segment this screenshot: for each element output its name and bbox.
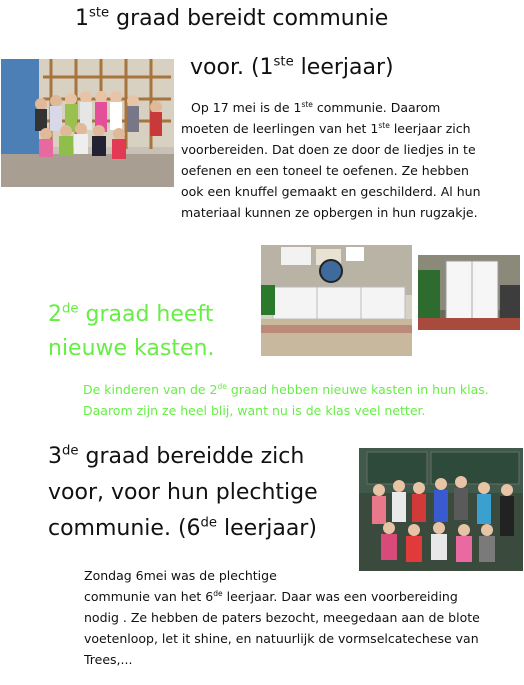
section3-paragraph — [84, 565, 514, 670]
section2-title — [48, 298, 214, 366]
section3-title-line1: 3de graad bereidde zich — [48, 443, 305, 469]
section1-title-line2: voor. (1ste leerjaar) — [190, 54, 394, 80]
photo-sixth-grade-group — [359, 448, 523, 571]
section3-title — [48, 439, 318, 547]
paragraph-line: voetenloop, let it shine, en natuurlijk de vormselcatechese van — [84, 631, 479, 646]
section3-title-line2: voor, voor hun plechtige — [48, 480, 318, 505]
paragraph-line: Zondag 6mei was de plechtige — [84, 568, 277, 583]
section1-title-line1: 1ste graad bereidt communie — [75, 5, 389, 31]
paragraph-line: De kinderen van de 2de graad hebben nieuwe kasten in hun klas. — [83, 381, 489, 397]
paragraph-line: Daarom zijn ze heel blij, want nu is de klas veel netter. — [83, 403, 426, 418]
paragraph-line: moeten de leerlingen van het 1ste leerjaar zich — [181, 120, 471, 136]
section2-title-line2: nieuwe kasten. — [48, 336, 215, 361]
section2-title-line1: 2de graad heeft — [48, 301, 214, 327]
paragraph-line: Trees,... — [84, 652, 133, 667]
photo-first-grade-group — [1, 59, 174, 187]
paragraph-line: communie van het 6de leerjaar. Daar was een voorbereiding — [84, 588, 458, 604]
paragraph-line: Op 17 mei is de 1ste communie. Daarom — [191, 99, 441, 115]
section2-paragraph — [83, 379, 523, 421]
paragraph-line: oefenen en een toneel te oefenen. Ze hebben — [181, 163, 469, 178]
paragraph-line: materiaal kunnen ze opbergen in hun rugzakje. — [181, 205, 478, 220]
paragraph-line: voorbereiden. Dat doen ze door de liedjes in te — [181, 142, 476, 157]
section1-paragraph — [181, 97, 521, 223]
paragraph-line: ook een knuffel gemaakt en geschilderd. Al hun — [181, 184, 481, 199]
photo-new-cabinets-classroom — [261, 245, 412, 356]
photo-cabinets-classroom-2 — [418, 255, 520, 330]
paragraph-line: nodig . Ze hebben de paters bezocht, meegedaan aan de blote — [84, 610, 480, 625]
section3-title-line3: communie. (6de leerjaar) — [48, 515, 317, 541]
